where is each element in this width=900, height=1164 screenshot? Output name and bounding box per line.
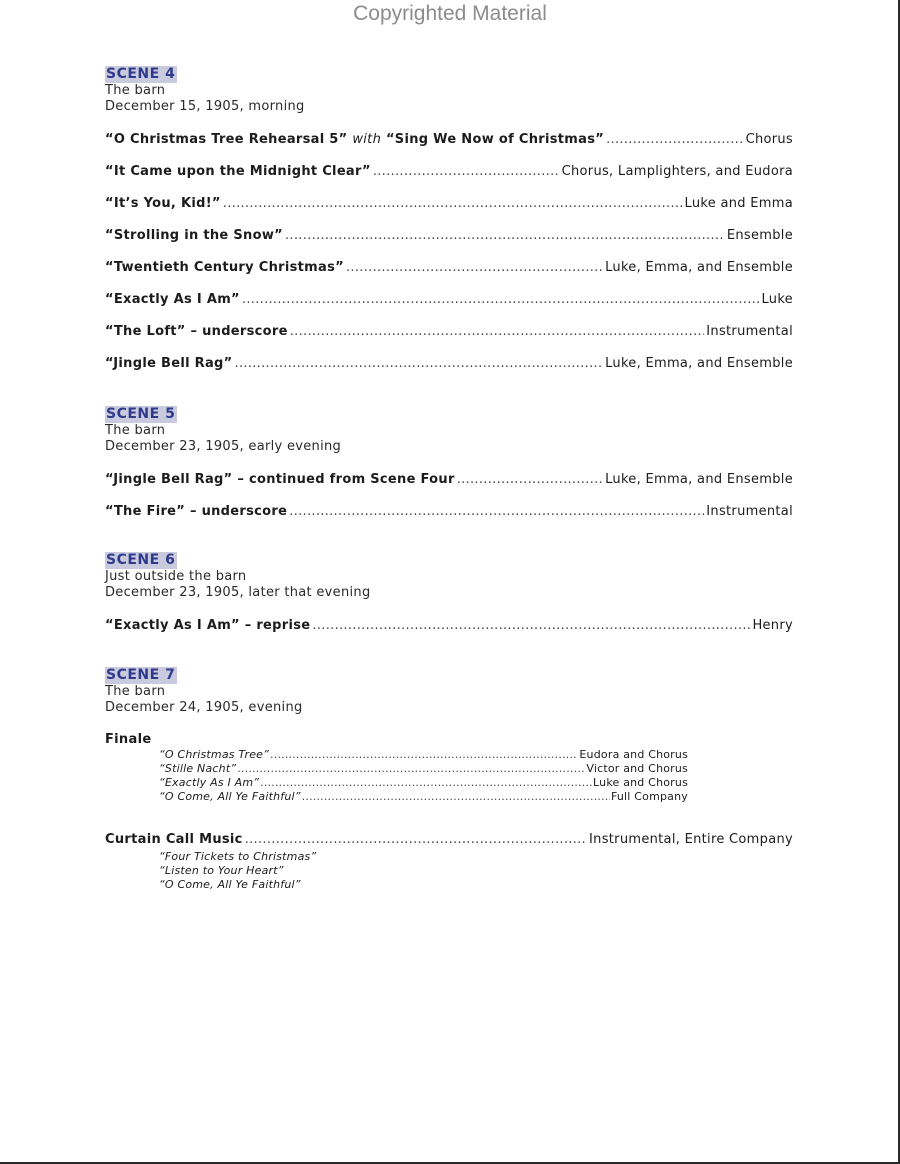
scene-7 [105, 664, 793, 804]
song-entry [105, 196, 793, 228]
finale-song-title: “O Come, All Ye Faithful” [159, 790, 301, 803]
song-title: “Strolling in the Snow” [105, 228, 283, 243]
finale-song-title: “O Christmas Tree” [159, 748, 270, 761]
song-title: “Twentieth Century Christmas” [105, 260, 344, 275]
scene-location: Just outside the barn [105, 569, 247, 584]
finale-performers: Eudora and Chorus [579, 748, 688, 761]
song-performers: Henry [752, 618, 793, 633]
scene-date: December 15, 1905, morning [105, 99, 305, 114]
curtain-call-list [159, 850, 793, 892]
finale-item [159, 762, 688, 776]
dot-leader [245, 832, 587, 848]
song-entry [105, 228, 793, 260]
finale-song-title: “Stille Nacht” [159, 762, 237, 775]
song-list [105, 472, 793, 536]
finale-title: Finale [105, 732, 152, 747]
dot-leader [270, 748, 578, 762]
curtain-call-item: “Four Tickets to Christmas” [159, 850, 317, 863]
scene-4 [105, 63, 793, 388]
song-list [105, 132, 793, 388]
song-list [105, 618, 793, 650]
song-title: “Exactly As I Am” [105, 292, 240, 307]
song-performers: Luke, Emma, and Ensemble [605, 472, 793, 487]
scene-date: December 23, 1905, early evening [105, 439, 342, 454]
curtain-call-item: “Listen to Your Heart” [159, 864, 284, 877]
song-title: “Jingle Bell Rag” – continued from Scene Four [105, 472, 455, 487]
curtain-call-item: “O Come, All Ye Faithful” [159, 878, 301, 891]
copyright-watermark: Copyrighted Material [353, 2, 547, 25]
song-entry [105, 132, 793, 164]
song-entry [105, 472, 793, 504]
dot-leader [346, 260, 603, 276]
dot-leader [223, 196, 683, 212]
song-performers: Luke, Emma, and Ensemble [605, 356, 793, 371]
finale-list [159, 748, 688, 804]
song-entry [105, 292, 793, 324]
song-title: “Exactly As I Am” – reprise [105, 618, 311, 633]
scene-label: SCENE 4 [106, 66, 176, 82]
dot-leader [302, 790, 610, 804]
finale-performers: Full Company [610, 790, 688, 803]
scene-location: The barn [105, 83, 166, 98]
dot-leader [457, 472, 603, 488]
curtain-call-title: Curtain Call Music [105, 832, 243, 847]
song-performers: Ensemble [726, 228, 793, 243]
dot-leader [373, 164, 560, 180]
song-title: “It Came upon the Midnight Clear” [105, 164, 371, 179]
song-entry [105, 324, 793, 356]
song-entry [105, 356, 793, 388]
song-performers: Luke and Emma [684, 196, 793, 211]
song-performers: Chorus, Lamplighters, and Eudora [561, 164, 793, 179]
song-title: “The Fire” – underscore [105, 504, 288, 519]
dot-leader [285, 228, 725, 244]
song-performers: Chorus [745, 132, 793, 147]
curtain-call-entry [105, 832, 793, 850]
finale-item [159, 790, 688, 804]
scene-label: SCENE 7 [106, 667, 176, 683]
song-entry [105, 164, 793, 196]
curtain-call-performers: Instrumental, Entire Company [589, 832, 793, 847]
song-performers: Instrumental [706, 504, 793, 519]
scene-date: December 23, 1905, later that evening [105, 585, 371, 600]
dot-leader [312, 618, 750, 634]
dot-leader [242, 292, 760, 308]
scene-6 [105, 549, 793, 650]
dot-leader [606, 132, 743, 148]
dot-leader [237, 762, 585, 776]
song-title: “The Loft” – underscore [105, 324, 288, 339]
song-entry [105, 504, 793, 536]
song-title: “Jingle Bell Rag” [105, 356, 233, 371]
song-performers: Luke [761, 292, 793, 307]
curtain-call-section [105, 832, 793, 892]
dot-leader [235, 356, 604, 372]
scene-5 [105, 403, 793, 536]
finale-item [159, 776, 688, 790]
song-entry [105, 260, 793, 292]
song-performers: Luke, Emma, and Ensemble [605, 260, 793, 275]
finale-item [159, 748, 688, 762]
dot-leader [289, 504, 704, 520]
finale-performers: Luke and Chorus [593, 776, 688, 789]
song-title: “O Christmas Tree Rehearsal 5” with “Sing We Now of Christmas” [105, 132, 605, 147]
scene-date: December 24, 1905, evening [105, 700, 303, 715]
scene-location: The barn [105, 684, 166, 699]
song-performers: Instrumental [706, 324, 793, 339]
song-entry [105, 618, 793, 650]
song-title: “It’s You, Kid!” [105, 196, 221, 211]
finale-song-title: “Exactly As I Am” [159, 776, 260, 789]
dot-leader [290, 324, 705, 340]
scene-label: SCENE 6 [106, 552, 176, 568]
dot-leader [260, 776, 592, 790]
scene-label: SCENE 5 [106, 406, 176, 422]
finale-performers: Victor and Chorus [586, 762, 688, 775]
scene-location: The barn [105, 423, 166, 438]
